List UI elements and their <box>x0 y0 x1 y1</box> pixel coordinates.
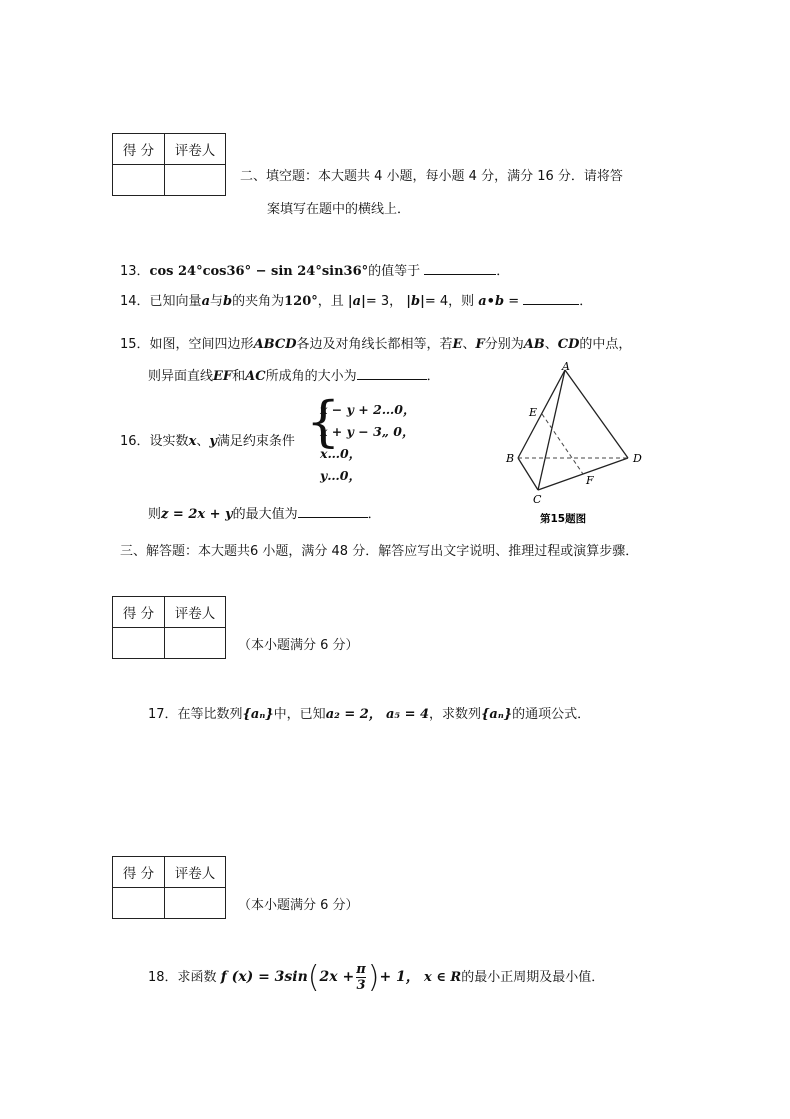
grader-label: 评卷人 <box>165 134 226 165</box>
score-label: 得 分 <box>113 134 165 165</box>
constraint-list: x − y + 2…0， x + y − 3„ 0， x…0， y…0， <box>320 402 416 483</box>
q13-answer-blank[interactable] <box>424 262 496 275</box>
q13-expression: cos 24°cos36° − sin 24°sin36° <box>149 264 369 279</box>
tetrahedron-figure <box>500 360 660 530</box>
score-cell[interactable] <box>113 628 165 659</box>
q16-answer-blank[interactable] <box>298 505 368 518</box>
q15-answer-blank[interactable] <box>357 367 427 380</box>
section2-line1: 二、填空题：本大题共 4 小题，每小题 4 分，满分 16 分．请将答 <box>240 169 623 184</box>
label-d: D <box>633 452 642 465</box>
label-c: C <box>533 493 542 506</box>
grade-table-2 <box>112 596 226 659</box>
q14-answer-blank[interactable] <box>523 292 579 305</box>
label-f: F <box>586 474 594 487</box>
q18-note: （本小题满分 6 分） <box>238 898 359 913</box>
score-label: 得 分 <box>113 597 165 628</box>
constraint-brace: { <box>306 390 341 453</box>
q17-note: （本小题满分 6 分） <box>238 638 359 653</box>
score-label: 得 分 <box>113 857 165 888</box>
question-16: 16．设实数x、y满足约束条件 <box>120 434 295 449</box>
question-15-line2: 则异面直线EF和AC所成角的大小为 ． <box>148 369 440 384</box>
question-17: 17．在等比数列{aₙ}中，已知a₂ = 2， a₅ = 4，求数列{aₙ}的通项公式． <box>148 707 591 722</box>
grader-cell[interactable] <box>165 165 226 196</box>
question-16-objective: 则z = 2x + y的最大值为 ． <box>148 507 381 522</box>
question-15-line1: 15．如图，空间四边形ABCD各边及对角线长都相等，若E、F分别为AB、CD的中点， <box>120 337 632 352</box>
grade-table-1 <box>112 133 226 196</box>
section2-line2: 案填写在题中的横线上． <box>267 202 411 217</box>
question-13: 13．cos 24°cos36° − sin 24°sin36°的值等于 ． <box>120 264 510 279</box>
score-cell[interactable] <box>113 165 165 196</box>
question-18: 18．求函数 f (x) = 3sin(2x + $\frac{\pi}{3}$ )+ 1， x ∈ R的最小正周期及最小值． <box>148 960 605 995</box>
label-b: B <box>506 452 515 465</box>
question-14: 14．已知向量a与b的夹角为120°，且 |a|= 3， |b|= 4，则 a•b = ． <box>120 294 593 309</box>
grade-table-3 <box>112 856 226 919</box>
score-cell[interactable] <box>113 888 165 919</box>
grader-cell[interactable] <box>165 628 226 659</box>
label-e: E <box>529 406 538 419</box>
label-a: A <box>562 360 570 373</box>
grader-cell[interactable] <box>165 888 226 919</box>
section3-heading: 三、解答题：本大题共6 小题，满分 48 分．解答应写出文字说明、推理过程或演算步骤． <box>120 544 639 559</box>
grader-label: 评卷人 <box>165 597 226 628</box>
figure-caption: 第15题图 <box>540 513 587 525</box>
grader-label: 评卷人 <box>165 857 226 888</box>
